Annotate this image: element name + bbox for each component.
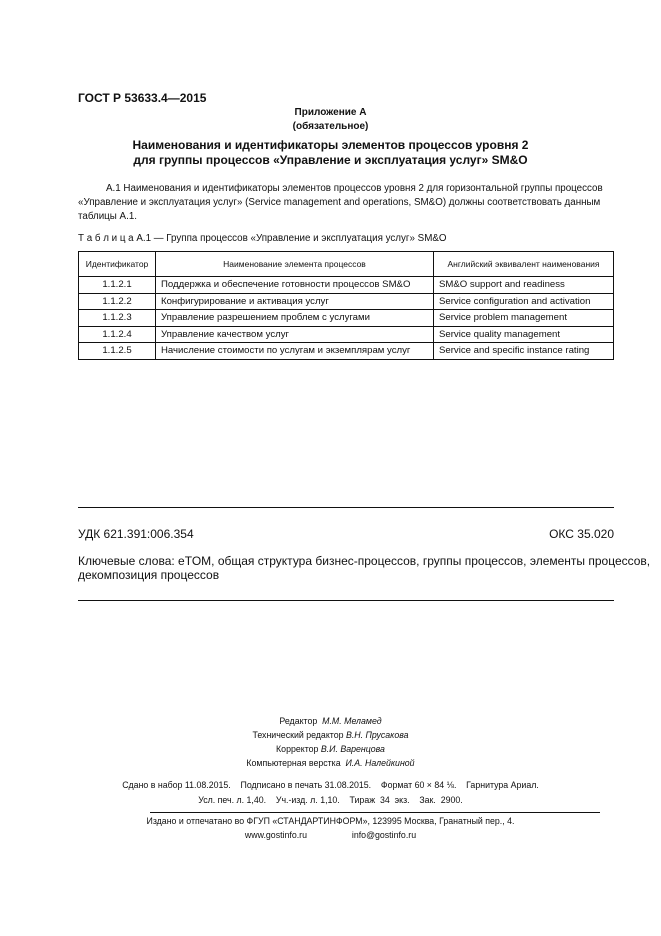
appendix-label: Приложение А: [294, 107, 367, 118]
cell-english: Service configuration and activation: [434, 293, 614, 310]
cell-name: Управление качеством услуг: [156, 326, 434, 343]
credit-layout: [0, 758, 661, 768]
cell-english: Service problem management: [434, 310, 614, 327]
credit-role: Корректор: [276, 744, 319, 754]
table-caption-prefix: Т а б л и ц а: [78, 233, 134, 244]
oks-code: ОКС 35.020: [549, 527, 614, 541]
publisher-info: Издано и отпечатано во ФГУП «СТАНДАРТИНФОРМ», 123995 Москва, Гранатный пер., 4.: [146, 816, 515, 826]
credit-name: В.И. Варенцова: [320, 744, 385, 754]
cell-name: Конфигурирование и активация услуг: [156, 293, 434, 310]
cell-id: 1.1.2.1: [79, 277, 156, 294]
udk-code: УДК 621.391:006.354: [78, 527, 194, 541]
header-identifier: Идентификатор: [79, 252, 156, 277]
doc-number: ГОСТ Р 53633.4—2015: [78, 91, 207, 105]
title-line-1: Наименования и идентификаторы элементов процессов уровня 2: [132, 138, 529, 152]
cell-english: Service and specific instance rating: [434, 343, 614, 360]
table-row: [79, 310, 614, 327]
credit-name: М.М. Меламед: [322, 716, 382, 726]
credit-corrector: [0, 744, 661, 754]
table-row: [79, 293, 614, 310]
paragraph-line-1: А.1 Наименования и идентификаторы элементов процессов уровня 2 для горизонтальной группы процессов: [106, 183, 603, 194]
cell-english: Service quality management: [434, 326, 614, 343]
credit-name: В.Н. Прусакова: [345, 730, 409, 740]
process-elements-table: [78, 251, 614, 360]
table-row: [79, 343, 614, 360]
paragraph-line-2: «Управление и эксплуатация услуг» (Service management and operations, SM&O) должны соответствовать данным: [78, 197, 601, 208]
table-caption: [78, 232, 447, 246]
cell-id: 1.1.2.2: [79, 293, 156, 310]
table-row: [79, 326, 614, 343]
credit-role: Редактор: [279, 716, 318, 726]
title-line-2: для группы процессов «Управление и эксплуатация услуг» SM&O: [133, 153, 528, 167]
cell-id: 1.1.2.4: [79, 326, 156, 343]
credit-tech-editor: [0, 730, 661, 740]
table-header-row: [79, 252, 614, 277]
contacts: [0, 830, 661, 840]
cell-name: Поддержка и обеспечение готовности процессов SM&O: [156, 277, 434, 294]
table-caption-text: А.1 — Группа процессов «Управление и эксплуатация услуг» SM&O: [136, 233, 447, 244]
imprint-line-1: Сдано в набор 11.08.2015. Подписано в печать 31.08.2015. Формат 60 × 84 ⅛. Гарнитура Ариал.: [122, 780, 539, 790]
credit-role: Технический редактор: [252, 730, 344, 740]
credit-editor: [0, 716, 661, 726]
header-name: Наименование элемента процессов: [156, 252, 434, 277]
cell-english: SM&O support and readiness: [434, 277, 614, 294]
divider: [78, 600, 614, 601]
header-english: Английский эквивалент наименования: [434, 252, 614, 277]
cell-id: 1.1.2.3: [79, 310, 156, 327]
cell-id: 1.1.2.5: [79, 343, 156, 360]
imprint-line-2: Усл. печ. л. 1,40. Уч.-изд. л. 1,10. Тираж 34 экз. Зак. 2900.: [198, 795, 463, 805]
cell-name: Управление разрешением проблем с услугами: [156, 310, 434, 327]
website-link[interactable]: www.gostinfo.ru: [244, 830, 307, 840]
appendix-status: (обязательное): [292, 121, 369, 132]
keywords-line-1: Ключевые слова: eTOM, общая структура бизнес-процессов, группы процессов, элементы процессов,: [78, 554, 651, 568]
credit-role: Компьютерная верстка: [246, 758, 341, 768]
cell-name: Начисление стоимости по услугам и экземплярам услуг: [156, 343, 434, 360]
email-link[interactable]: info@gostinfo.ru: [351, 830, 417, 840]
paragraph-line-3: таблицы А.1.: [78, 211, 137, 222]
credit-name: И.А. Налейкиной: [345, 758, 415, 768]
table-row: [79, 277, 614, 294]
keywords-line-2: декомпозиция процессов: [78, 568, 220, 582]
divider: [150, 812, 600, 813]
divider: [78, 507, 614, 508]
